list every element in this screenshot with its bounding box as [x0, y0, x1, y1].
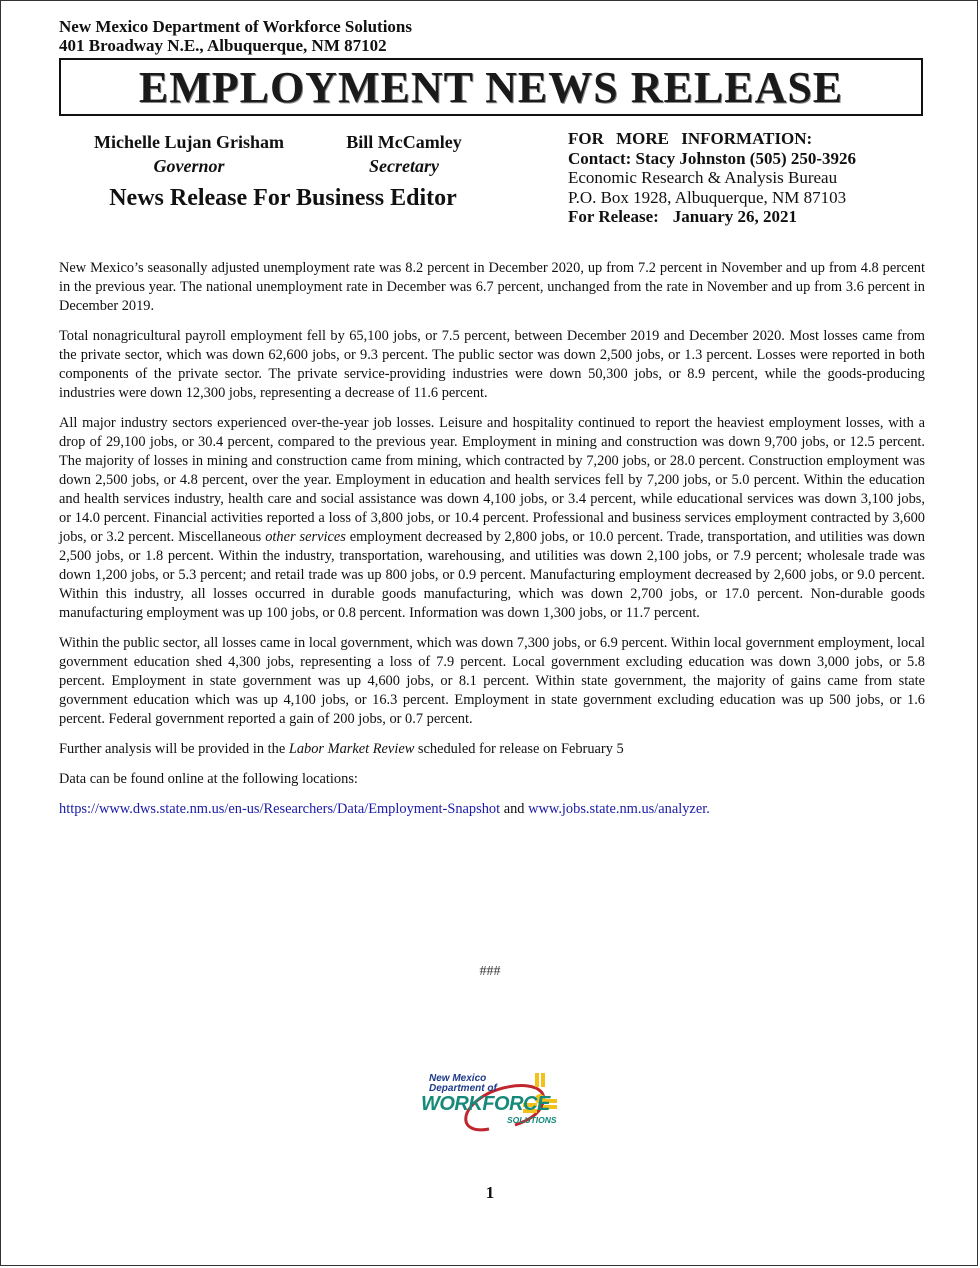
release-label: For Release: — [568, 207, 659, 226]
paragraph-public-sector: Within the public sector, all losses came in local government, which was down 7,300 jobs, or 6.9 percent. Within local government employment, local government education shed 4,300 jobs, representing a loss of 7.9 percent. Local government excluding education was down 3,000 jobs, or 5.8 percent. Employment in state government was up 4,600 jobs, or 8.1 percent. Within state government, the majority of gains came from state government education which was up 4,100 jobs, or 16.3 percent. Employment in state government excluding education was up 500 jobs, or 1.6 percent. Federal government reported a gain of 200 jobs, or 0.7 percent. — [59, 635, 925, 727]
agency-header — [59, 17, 412, 55]
contact-heading: FOR MORE INFORMATION: — [568, 129, 813, 148]
secretary-name: Bill McCamley — [346, 132, 462, 152]
paragraph-further-analysis — [59, 740, 925, 759]
page-number: 1 — [485, 1183, 495, 1202]
agency-address: 401 Broadway N.E., Albuquerque, NM 87102 — [59, 36, 387, 55]
contact-po-box: P.O. Box 1928, Albuquerque, NM 87103 — [568, 187, 847, 207]
logo-line-workforce: WORKFORCE — [421, 1093, 550, 1115]
contact-block — [568, 129, 856, 227]
page-title: EMPLOYMENT NEWS RELEASE — [138, 62, 844, 112]
paragraph-payroll: Total nonagricultural payroll employment fell by 65,100 jobs, or 7.5 percent, between December 2019 and December 2020. Most losses came from the private sector, which was down 62,600 jobs, or 9.3 percent. The public sector was down 2,500 jobs, or 1.3 percent. Losses were reported in both components of the private sector. The private service-providing industries were down 50,300 jobs, or 8.9 percent, while the goods-producing industries were down 12,300 jobs, representing a decrease of 11.6 percent. — [59, 328, 925, 401]
release-body — [59, 259, 925, 830]
logo-line-new-mexico: New Mexico — [429, 1073, 487, 1084]
secretary — [319, 130, 489, 178]
agency-name: New Mexico Department of Workforce Solutions — [59, 17, 413, 36]
further-analysis-pre: Further analysis will be provided in the — [59, 741, 289, 757]
links-joiner: and — [500, 801, 529, 817]
paragraph-industries — [59, 414, 925, 623]
governor-title: Governor — [153, 156, 225, 176]
paragraph-links — [59, 800, 925, 819]
analyzer-link[interactable]: www.jobs.state.nm.us/analyzer — [528, 801, 707, 817]
labor-market-review-title: Labor Market Review — [288, 741, 415, 757]
industries-text-a: All major industry sectors experienced over-the-year job losses. Leisure and hospitality continued to report the heaviest employment losses, with a drop of 29,100 jobs, or 30.4 percent, compared to the previous year. Employment in mining and construction was down 9,700 jobs, or 12.5 percent. The majority of losses in mining and construction came from mining, which contracted by 7,200 jobs, or 28.0 percent. Construction employment was down 2,500 jobs, or 4.8 percent, over the year. Employment in education and health services fell by 7,200 jobs, or 5.0 percent. Within the education and health services industry, health care and social assistance was down 4,100 jobs, or 3.4 percent, while educational services was down 3,100 jobs, or 14.0 percent. Financial activities reported a loss of 3,800 jobs, or 10.4 percent. Professional and business services employment contracted by 3,600 jobs, or 3.2 percent. Miscellaneous — [59, 415, 925, 545]
nm-workforce-logo — [419, 1069, 564, 1139]
contact-bureau: Economic Research & Analysis Bureau — [568, 168, 838, 187]
edition-heading: News Release For Business Editor — [109, 185, 457, 211]
paragraph-data-locations: Data can be found online at the following locations: — [59, 771, 358, 787]
further-analysis-post: scheduled for release on February 5 — [414, 741, 624, 757]
links-end-period: . — [706, 801, 710, 817]
other-services-term: other services — [265, 529, 346, 545]
logo-line-department: Department of — [429, 1083, 497, 1094]
paragraph-unemployment: New Mexico’s seasonally adjusted unemployment rate was 8.2 percent in December 2020, up from 7.2 percent in November and up from 4.8 percent in the previous year. The national unemployment rate in December was 6.7 percent, unchanged from the rate in November and up from 3.6 percent in December 2019. — [59, 260, 925, 314]
industries-text-b: employment decreased by 2,800 jobs, or 10.0 percent. Trade, transportation, and utilities was down 2,500 jobs, or 1.8 percent. Within the industry, transportation, warehousing, and utilities was down 2,100 jobs, or 7.9 percent; wholesale trade was down 1,200 jobs, or 5.3 percent; and retail trade was up 800 jobs, or 0.9 percent. Manufacturing employment decreased by 2,600 jobs, or 9.0 percent. Within this industry, all losses occurred in durable goods manufacturing, which was down 2,700 jobs, or 17.0 percent. Non-durable goods manufacturing employment was up 100 jobs, or 0.8 percent. Information was down 1,300 jobs, or 11.7 percent. — [59, 529, 925, 621]
governor-name: Michelle Lujan Grisham — [94, 132, 284, 152]
release-date: January 26, 2021 — [672, 207, 798, 226]
employment-snapshot-link[interactable]: https://www.dws.state.nm.us/en-us/Researchers/Data/Employment-Snapshot — [59, 801, 501, 817]
end-mark: ### — [479, 964, 501, 979]
logo-line-solutions: SOLUTIONS — [507, 1115, 557, 1125]
contact-person: Contact: Stacy Johnston (505) 250-3926 — [568, 148, 857, 168]
secretary-title: Secretary — [369, 156, 439, 176]
governor — [79, 130, 299, 178]
release-line — [568, 207, 856, 227]
title-banner — [59, 58, 923, 116]
